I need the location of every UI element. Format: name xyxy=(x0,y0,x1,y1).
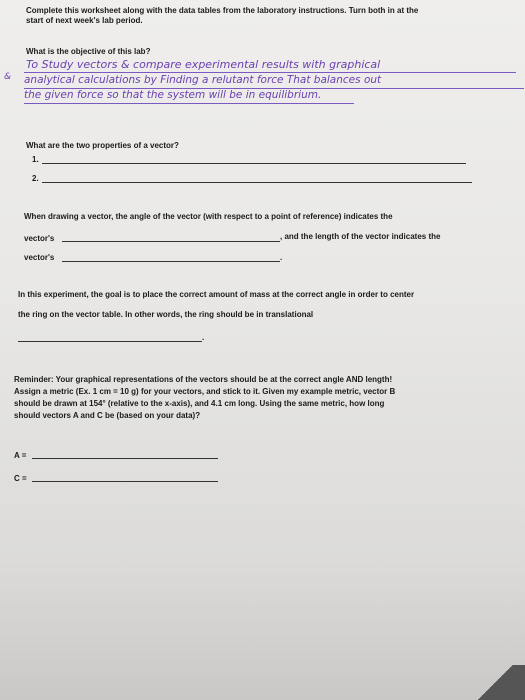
vector-c-label: C = xyxy=(14,474,27,483)
page-shadow-corner xyxy=(465,665,525,700)
reminder-line-1 xyxy=(14,375,392,385)
properties-question: What are the two properties of a vector? xyxy=(26,141,179,150)
properties-line-1[interactable] xyxy=(42,163,466,164)
margin-mark: & xyxy=(4,72,12,82)
angle-vectors-1: vector's xyxy=(24,234,55,243)
angle-question-mid: , and the length of the vector indicates the xyxy=(280,232,441,241)
reminder-line-4: should vectors A and C be (based on your data)? xyxy=(14,411,201,420)
reminder-text-1: Your graphical representations of the vectors should be at the correct angle AND length! xyxy=(53,375,393,384)
reminder-line-2: Assign a metric (Ex. 1 cm = 10 g) for your vectors, and stick to it. Given my example metric, vector B xyxy=(14,387,396,396)
properties-item-1: 1. xyxy=(32,155,39,164)
reminder-label: Reminder: xyxy=(14,375,54,384)
experiment-end: . xyxy=(202,333,205,342)
vector-c-blank[interactable] xyxy=(32,481,218,482)
objective-answer-line-2: analytical calculations by Finding a relutant force That balances out xyxy=(24,74,382,86)
properties-line-2[interactable] xyxy=(42,182,472,183)
angle-vectors-2: vector's xyxy=(24,253,55,262)
angle-blank-2[interactable] xyxy=(62,261,280,262)
properties-item-2: 2. xyxy=(32,174,39,183)
experiment-line-2: the ring on the vector table. In other words, the ring should be in translational xyxy=(18,310,314,319)
vector-a-blank[interactable] xyxy=(32,458,218,459)
objective-answer-line-3: the given force so that the system will be in equilibrium. xyxy=(24,89,322,101)
objective-answer-line-1: To Study vectors & compare experimental results with graphical xyxy=(26,58,381,71)
answer-underline-3 xyxy=(24,103,354,104)
instructions-line-2: start of next week's lab period. xyxy=(26,16,143,25)
experiment-blank[interactable] xyxy=(18,341,202,342)
instructions-line-1: Complete this worksheet along with the data tables from the laboratory instructions. Turn both in at the xyxy=(26,6,419,15)
answer-underline-1 xyxy=(24,72,516,73)
angle-question-line-1: When drawing a vector, the angle of the vector (with respect to a point of reference) indicates the xyxy=(24,212,393,221)
reminder-line-3: should be drawn at 154° (relative to the x-axis), and 4.1 cm long. Using the same metric, how long xyxy=(14,399,385,408)
angle-end: . xyxy=(280,253,283,262)
vector-a-label: A = xyxy=(14,451,27,460)
angle-blank-1[interactable] xyxy=(62,241,280,242)
objective-question: What is the objective of this lab? xyxy=(26,47,151,56)
experiment-line-1: In this experiment, the goal is to place the correct amount of mass at the correct angle in order to center xyxy=(18,290,415,299)
